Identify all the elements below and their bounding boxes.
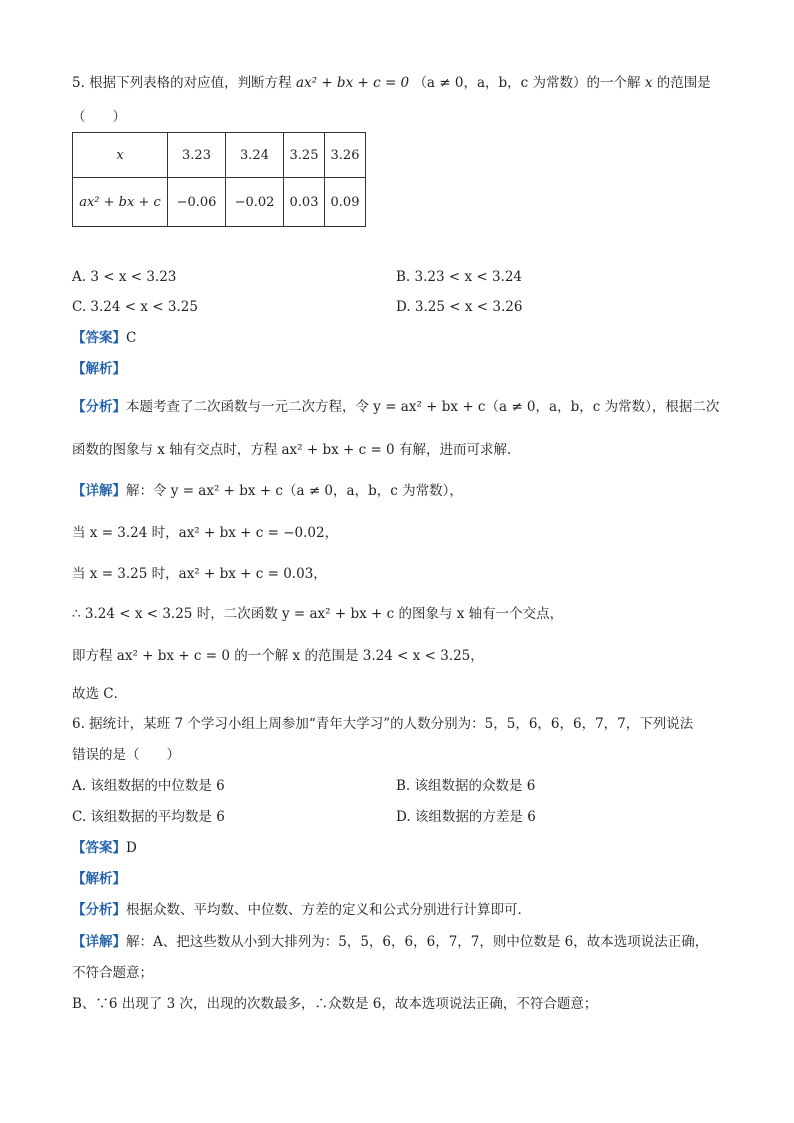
q5-stem-variable: x: [644, 75, 653, 91]
table-cell: 3.24: [226, 133, 284, 178]
q5-option-a: A. 3 < x < 3.23: [72, 269, 177, 285]
q6-xiangjie-line-2: 不符合题意；: [72, 965, 153, 981]
table-cell: −0.06: [168, 178, 226, 227]
q5-stem-suffix: 的范围是: [656, 75, 711, 91]
q6-stem-line-1: 6. 据统计，某班 7 个学习小组上周参加“青年大学习”的人数分别为：5，5，6，6，6，7，7，下列说法: [72, 716, 694, 732]
table-cell: 0.03: [284, 178, 325, 227]
q5-blank: （ ）: [72, 109, 126, 125]
table-cell: ax² + bx + c: [73, 178, 168, 227]
q5-option-d: D. 3.25 < x < 3.26: [396, 299, 523, 315]
q6-stem-line-2: 错误的是（ ）: [72, 747, 180, 763]
q6-option-b: B. 该组数据的众数是 6: [396, 778, 536, 794]
q6-xiangjie-line-1: [72, 932, 708, 952]
q6-xiangjie-line-3: B、∵6 出现了 3 次，出现的次数最多，∴众数是 6，故本选项说法正确，不符合题意；: [72, 996, 598, 1012]
q5-stem-condition: （a ≠ 0，a，b，c 为常数）的一个解: [413, 75, 641, 91]
table-row: [73, 133, 366, 178]
q5-answer: [72, 328, 136, 348]
q5-option-c: C. 3.24 < x < 3.25: [72, 299, 198, 315]
q5-fenxi-tag: 【分析】: [72, 399, 126, 415]
q6-option-d: D. 该组数据的方差是 6: [396, 809, 536, 825]
q6-answer: [72, 838, 137, 858]
q5-answer-value: C: [126, 330, 137, 346]
table-cell: 3.23: [168, 133, 226, 178]
q6-fenxi-tag: 【分析】: [72, 902, 126, 918]
q6-xiangjie-text-1: 解：A、把这些数从小到大排列为：5，5，6，6，6，7，7，则中位数是 6，故本选项说法正确，: [126, 934, 709, 950]
q5-xiangjie-line-1: [72, 481, 463, 501]
q6-analysis-tag: 【解析】: [72, 871, 126, 887]
q6-option-a: A. 该组数据的中位数是 6: [72, 778, 225, 794]
q5-fenxi-text-1: 本题考查了二次函数与一元二次方程，令 y = ax² + bx + c（a ≠ 0，a，b，c 为常数），根据二次: [126, 399, 720, 415]
q5-xiangjie-line-3: 当 x = 3.25 时，ax² + bx + c = 0.03，: [72, 566, 327, 582]
table-cell: x: [73, 133, 168, 178]
table-row: [73, 178, 366, 227]
q5-answer-tag: 【答案】: [72, 330, 126, 346]
q5-xiangjie-line-4: ∴ 3.24 < x < 3.25 时，二次函数 y = ax² + bx + c 的图象与 x 轴有一个交点，: [72, 606, 564, 622]
table-cell: 0.09: [325, 178, 366, 227]
q6-answer-tag: 【答案】: [72, 840, 126, 856]
q6-fenxi-line: [72, 900, 531, 920]
table-cell: −0.02: [226, 178, 284, 227]
q5-xiangjie-text-1: 解：令 y = ax² + bx + c（a ≠ 0，a，b，c 为常数），: [126, 483, 463, 499]
q5-xiangjie-line-2: 当 x = 3.24 时，ax² + bx + c = −0.02，: [72, 525, 339, 541]
q6-xiangjie-tag: 【详解】: [72, 934, 126, 950]
q6-fenxi-text: 根据众数、平均数、中位数、方差的定义和公式分别进行计算即可．: [126, 902, 531, 918]
q5-value-table: [72, 132, 366, 227]
q5-analysis-tag: 【解析】: [72, 361, 126, 377]
q5-xiangjie-line-5: 即方程 ax² + bx + c = 0 的一个解 x 的范围是 3.24 < x < 3.25，: [72, 648, 484, 664]
q5-stem: [72, 73, 711, 93]
q5-fenxi-line-2: 函数的图象与 x 轴有交点时，方程 ax² + bx + c = 0 有解，进而可求解．: [72, 442, 521, 458]
q5-xiangjie-line-6: 故选 C．: [72, 686, 128, 702]
q5-xiangjie-tag: 【详解】: [72, 483, 126, 499]
q5-stem-prefix: 5. 根据下列表格的对应值，判断方程: [72, 75, 292, 91]
table-cell: 3.26: [325, 133, 366, 178]
table-cell: 3.25: [284, 133, 325, 178]
q5-fenxi-line-1: [72, 397, 719, 417]
q5-stem-equation: ax² + bx + c = 0: [295, 75, 410, 91]
q5-option-b: B. 3.23 < x < 3.24: [396, 269, 523, 285]
q6-answer-value: D: [126, 840, 137, 856]
q6-option-c: C. 该组数据的平均数是 6: [72, 809, 225, 825]
